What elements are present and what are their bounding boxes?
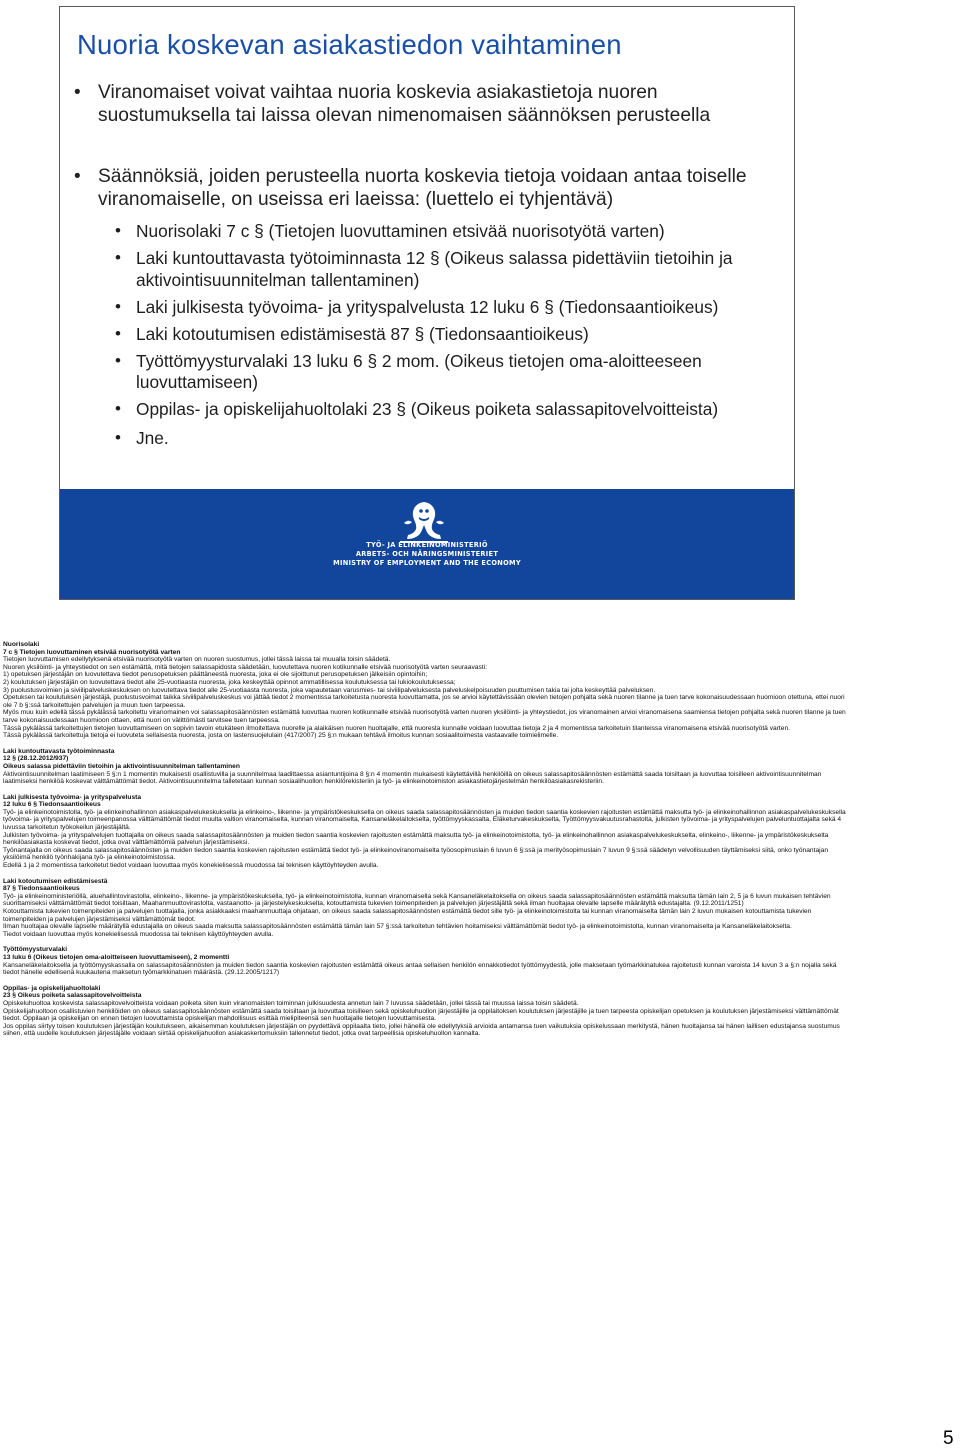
notes-spacer bbox=[3, 938, 849, 946]
notes-heading: 13 luku 6 (Oikeus tietojen oma-aloitteiseen luovuttamiseen), 2 momentti bbox=[3, 953, 230, 961]
notes-spacer bbox=[3, 740, 849, 748]
slide-title: Nuoria koskevan asiakastiedon vaihtaminen bbox=[77, 29, 622, 60]
law-item: • Laki kotoutumisen edistämisestä 87 § (Tiedonsaantioikeus) bbox=[98, 324, 778, 346]
law-item: • Oppilas- ja opiskelijahuoltolaki 23 § (Oikeus poiketa salassapitovelvoitteista) bbox=[98, 399, 778, 421]
law-item: • Työttömyysturvalaki 13 luku 6 § 2 mom. (Oikeus tietojen oma-aloitteeseen luovuttamiseen) bbox=[98, 351, 778, 394]
notes-paragraph: Ilman huoltajaa olevalle lapselle määrätyllä edustajalla on oikeus saada maksutta salassapitosäännösten estämättä tämän lain 57 §:ssä tarkoitetun tehtävien hoitamiseksi välttämättömät tiedot työ- ja elinkeinotoimistolta, kunnan viranomaiselta ja Kansaneläkelaitokselta. bbox=[3, 923, 792, 931]
notes-paragraph: Työ- ja elinkeinoministeriöllä, aluehallintovirastolla, elinkeino-, liikenne- ja ympäristökeskuksella, työ- ja elinkeinotoimistolla, kunnan viranomaisella sekä Kansaneläkelaitoksella on oikeus saada salassapitosäännösten estämättä maksutta tämän lain 2, 5 ja 6 luvun mukaisen tehtävien suorittamiseksi välttämättömät tiedot toisiltaan, Maahanmuuttovirastolta, vastaanotto- ja järjestelykeskukselta, kotouttamista tukevien toimenpiteiden ja palvelujen järjestäjältä sekä ilman huoltajaa olevalle lapselle määrätyltä edustajalta. (9.12.2011/1251) bbox=[3, 892, 831, 908]
law-item: • Nuorisolaki 7 c § (Tietojen luovuttaminen etsivää nuorisotyötä varten) bbox=[98, 221, 778, 243]
notes-paragraph: Tietojen luovuttamisen edellytyksenä etsivää nuorisotyötä varten on nuoren suostumus, jollei tässä laissa tai muualla toisin säädetä. bbox=[3, 656, 391, 664]
bullet-text: • Säännöksiä, joiden perusteella nuorta koskevia tietoja voidaan antaa toiselle viranomaiselle, on useissa eri laeissa: (luettelo ei tyhjentävä) bbox=[98, 166, 747, 210]
notes-spacer bbox=[3, 977, 849, 985]
bullet-text: • Viranomaiset voivat vaihtaa nuoria koskevia asiakastietoja nuoren suostumuksella tai laissa olevan nimenomaisen säännöksen perusteella bbox=[98, 82, 711, 126]
law-item: • Laki kuntouttavasta työtoiminnasta 12 § (Oikeus salassa pidettäviin tietoihin ja aktivointisuunnitelman tallentaminen) bbox=[98, 248, 778, 291]
notes-heading: Oppilas- ja opiskelijahuoltolaki bbox=[3, 984, 101, 992]
notes-paragraph: Myös muu kuin edellä tässä pykälässä tarkoitettu viranomainen voi salassapitosäännösten estämättä luovuttaa nuoren kotikunnalle etsivää nuorisotyötä varten nuoren yksilöinti- ja yhteystiedot, jos viranomainen arvioi viranomaisena saamiensa tietojen pohjalta sekä nuoren tilanne ja tuen tarve kokonaisuudessaan huomioon ottaen, että nuori on välittömästi tarvitsee tuen tarpeessa. bbox=[3, 709, 846, 724]
ministry-name-sv: ARBETS- OCH NÄRINGSMINISTERIET bbox=[355, 550, 499, 558]
notes-heading: Laki kuntouttavasta työtoiminnasta bbox=[3, 747, 115, 755]
notes-heading: 12 § (28.12.2012/937) bbox=[3, 755, 69, 763]
notes-heading: 23 § Oikeus poiketa salassapitovelvoitteista bbox=[3, 992, 142, 1000]
notes-paragraph: Julkisten työvoima- ja yrityspalvelujen tuottajalla on oikeus saada salassapitosäännösten ja muiden tiedon saantia koskevien rajoitusten estämättä maksutta työ- ja elinkeinotoimistolta, työ- ja elinkeinohallinnon asiakaspalvelukeskukselta, elinkeino-, liikenne- ja ympäristökeskukselta henkilöasiakasta koskevat tiedot, jotka ovat välttämättömiä palvelun järjestämiseksi. bbox=[3, 831, 829, 847]
ministry-lion-crest-icon bbox=[394, 499, 454, 545]
notes-paragraph: Opetuksen tai koulutuksen järjestäjä, puolustusvoimat taikka siviilipalveluskeskus voi jättää tiedot 2 momentissa tarkoitetusta nuoresta luovuttamatta, jos se arvioi käytettävissään olevien tietojen pohjalta sekä nuoren tilanne ja tuen tarve kokonaisuudessaan huomioon otettuna, ettei nuori ole 7 b §:ssä tarkoitettujen palvelujen ja muun tuen tarpeessa. bbox=[3, 694, 845, 709]
law-item: • Laki julkisesta työvoima- ja yrityspalvelusta 12 luku 6 § (Tiedonsaantioikeus) bbox=[98, 297, 778, 319]
slide bbox=[59, 6, 795, 600]
notes-paragraph: Tiedot voidaan luovuttaa myös konekielisessä muodossa tai teknisen käyttöyhteyden avulla. bbox=[3, 930, 274, 938]
notes-spacer bbox=[3, 870, 849, 878]
notes-paragraph: Opiskelijahuoltoon osallistuvien henkilöiden on oikeus salassapitosäännösten estämättä saada toisiltaan ja luovuttaa toisilleen sekä opiskeluhuollon järjestäjille ja oppilaitoksen koulutuksen järjestäjille ja tuen tarpeesta opiskelijan opetuksen ja koulutuksen järjestämiseksi välttämättömät tiedot. Oppilaan ja opiskelijan on ennen tietojen luovuttamista opiskelijan mahdollisuus esittää mielipiteensä sen huoltajalle tietojen luovuttamisesta. bbox=[3, 1007, 839, 1023]
notes-heading: Nuorisolaki bbox=[3, 641, 40, 648]
notes-paragraph: Edellä 1 ja 2 momentissa tarkoitetut tiedot voidaan luovuttaa myös konekielisessä muodossa tai teknisen käyttöyhteyden avulla. bbox=[3, 862, 379, 870]
notes-paragraph: Kotouttamista tukevien toimenpiteiden ja palvelujen tuottajalla, jonka asiakkaaksi maahanmuuttaja ohjataan, on oikeus saada salassapitosäännösten estämättä tiedot sille työ- ja elinkeinotoimistolta tai kunnan viranomaiselta tämän lain 2 luvun mukaisen kotouttamista tukevien toimenpiteiden ja palvelujen järjestämiseksi välttämättömät tiedot. bbox=[3, 908, 812, 923]
notes-paragraph: Opiskeluhuoltoa koskevista salassapitovelvoitteista voidaan poiketa siten kuin viranomaisten toiminnan julkisuudesta annetun lain 7 luvussa säädetään, jollei tässä tai muussa laissa toisin säädetä. bbox=[3, 999, 579, 1007]
law-sub-list bbox=[98, 221, 778, 449]
speaker-notes bbox=[3, 641, 849, 1038]
ministry-footer-band bbox=[60, 489, 794, 599]
notes-heading: Oikeus salassa pidettäviin tietoihin ja aktivointisuunnitelman tallentaminen bbox=[3, 762, 240, 770]
law-item: • Jne. bbox=[98, 428, 778, 450]
page-number: 5 bbox=[943, 1428, 954, 1449]
slide-bullet-list bbox=[60, 81, 788, 487]
notes-spacer bbox=[3, 786, 849, 794]
notes-paragraph: Tässä pykälässä tarkoitettujen tietojen luovuttamiseen on sopivin tavoin etukäteen ilmoitettava nuorelle ja alaikäisen nuoren huoltajalle, että nuoresta kunnalle voidaan luovuttaa tietoja 2 ja 4 momentissa tarkoitetuin tilanteissa viranomaisena etsivää nuorisotyötä varten. bbox=[3, 724, 791, 732]
bullet-item bbox=[60, 81, 788, 127]
notes-paragraph: 2) koulutuksen järjestäjän on luovutettava tiedot alle 25-vuotiaasta nuoresta, joka keskeyttää opinnot ammatillisessa koulutuksessa tai lukiokoulutuksessa; bbox=[3, 678, 456, 686]
notes-heading: Laki kotoutumisen edistämisestä bbox=[3, 877, 108, 885]
notes-paragraph: Nuoren yksilöinti- ja yhteystiedot on sen estämättä, mitä tietojen salassapidosta säädetään, luovutettava nuoren kotikunnalle etsivää nuorisotyötä varten seuraavasti: bbox=[3, 663, 487, 671]
notes-paragraph: Jos oppilas siirtyy toisen koulutuksen järjestäjän koulutukseen, aikaisemman koulutuksen järjestäjän on pyydettävä oppilaalta tieto, jollei hänellä ole edellytyksiä arvioida antamansa tuen vaikutuksia opiskelussaan merkitystä, hänen huoltajansa tai hänen laillisen edustajansa suostumus siihen, että uudelle koulutuksen järjestäjälle voidaan siirtää opiskelijahuollon asiakaskertomuksiin tallennetut tiedot, jotka ovat tarpeellisia opiskeluhuollon kannalta. bbox=[3, 1022, 840, 1038]
notes-heading: 87 § Tiedonsaantioikeus bbox=[3, 885, 80, 893]
ministry-name-en: MINISTRY OF EMPLOYMENT AND THE ECONOMY bbox=[333, 559, 521, 567]
notes-paragraph: Kansaneläkelaitoksella ja työttömyyskassalla on salassapitosäännösten ja muiden tiedon saantia koskevien rajoitusten estämättä oikeus antaa sellaisen henkilön ennakkotiedot työttömyydestä, jolle maksetaan työmarkkinatukea rajoitetusti kunnan varoista 14 luvun 3 a §:n nojalla sekä tiedot hänelle edellisenä kuukautena maksetun työmarkkinatuen määrästä. (29.12.2005/1217) bbox=[3, 961, 837, 977]
notes-paragraph: Tässä pykälässä tarkoitettuja tietoja ei luovuteta sellaisesta nuoresta, josta on lastensuojelulain (417/2007) 25 §:n mukaan tehtävä ilmoitus kunnan sosiaalitoimesta vastaavalle toimielimelle. bbox=[3, 732, 559, 740]
notes-paragraph: 1) opetuksen järjestäjän on luovutettava tiedot perusopetuksen päättäneestä nuoresta, joka ei ole sijoittunut perusopetuksen jälkeisiin opintoihin; bbox=[3, 671, 428, 679]
notes-heading: Laki julkisesta työvoima- ja yrityspalvelusta bbox=[3, 793, 142, 801]
notes-paragraph: Työ- ja elinkeinotoimistolla, työ- ja elinkeinohallinnon asiakaspalvelukeskuksella ja elinkeino-, liikenne- ja ympäristökeskuksella on oikeus saada salassapitosäännösten ja muiden tiedon saantia koskevien rajoitusten estämättä maksutta työ- ja elinkeinohallinnon asiakaspalvelukeskuksella työvoima- ja yrityspalvelujen toimeenpanossa välttämättömät tiedot muulta valtion viranomaiselta, kunnan viranomaiselta, Kansaneläkelaitokselta, työttömyyskassalta, Eläketurvakeskukselta, Työttömyysvakuutusrahastolta, julkisten työvoima- ja yrityspalvelujen palveluntuottajalta sekä 4 luvussa tarkoitetun työkokeilun järjestäjältä. bbox=[3, 808, 846, 832]
notes-paragraph: 3) puolustusvoimien ja siviilipalveluskeskuksen on luovutettava tiedot alle 25-vuotiaasta nuoresta, joka vapautetaan varusmies- tai siviilipalveluksesta palveluskelpoisuuden puuttumisen takia tai jolta keskeyttää palveluksen. bbox=[3, 686, 656, 694]
notes-heading: 7 c § Tietojen luovuttaminen etsivää nuorisotyötä varten bbox=[3, 648, 181, 656]
notes-paragraph: Työnantajalla on oikeus saada salassapitosäännösten ja muiden tiedon saantia koskevien rajoitusten estämättä tiedot työ- ja elinkeinoviranomaiselta työosopimuslain 6 luvun 6 §:ssä ja merityösopimuslain 7 luvun 9 §:ssä säädetyn velvollisuuden täyttämiseksi siitä, onko työnantajan yksilöimä henkilö työnhakijana työ- ja elinkeinotoimistossa. bbox=[3, 846, 829, 862]
bullet-item bbox=[60, 165, 788, 449]
notes-heading: 12 luku 6 § Tiedonsaantioikeus bbox=[3, 801, 101, 809]
ministry-name-fi: TYÖ- JA ELINKEINOMINISTERIÖ bbox=[366, 541, 488, 549]
notes-heading: Työttömyysturvalaki bbox=[3, 946, 68, 954]
notes-paragraph: Aktivointisuunnitelman laatimiseen 5 §:n 1 momentin mukaisesti osallistuvilla ja suunnitelmaa laadittaessa asiantuntijoina 8 §:n 4 momentin mukaisesti käytettävillä henkilöillä on oikeus salassapitosäännösten estämättä saada toisiltaan ja luovuttaa toisilleen aktivointisuunnitelman laatimiseksi henkilöä koskevat välttämättömät tiedot. Aktivointisuunnitelma talletetaan kunnan sosiaalihuollon henkilörekisteriin ja työ- ja elinkeinotoimiston asiakastietojärjestelmän henkilöasiakasrekisteriin. bbox=[3, 770, 822, 786]
